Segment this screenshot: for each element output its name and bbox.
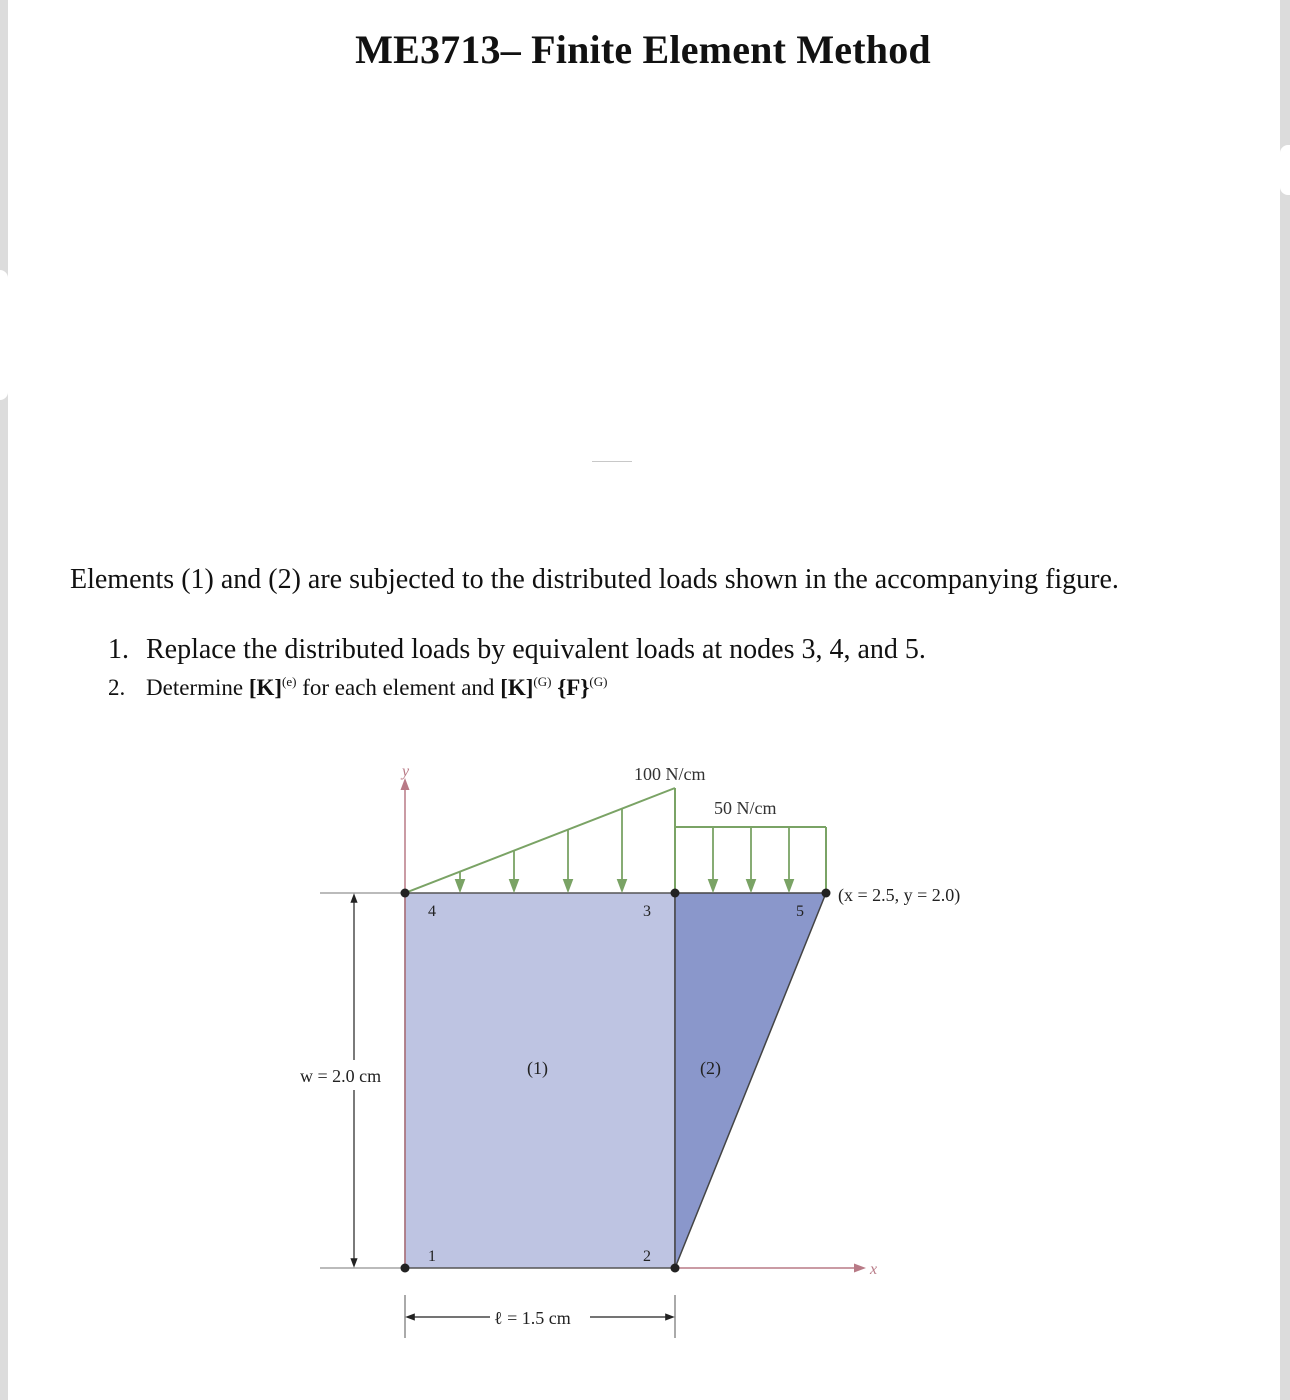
question-number: 2.	[108, 675, 126, 700]
node-5-coordinates: (x = 2.5, y = 2.0)	[838, 885, 961, 905]
question-text: Determine	[146, 675, 249, 700]
x-axis-label: x	[870, 1261, 878, 1278]
node-4-dot	[401, 889, 410, 898]
node-1-dot	[401, 1264, 410, 1273]
load-label-100: 100 N/cm	[634, 764, 706, 784]
superscript: (e)	[282, 674, 297, 689]
element-2-region	[675, 893, 826, 1268]
width-label: w = 2.0 cm	[300, 1066, 382, 1086]
load-triangle-top	[405, 788, 675, 893]
node-3-dot	[671, 889, 680, 898]
element-1-region	[405, 893, 675, 1268]
superscript: (G)	[533, 674, 552, 689]
node-5-dot	[822, 889, 831, 898]
y-axis-label: y	[402, 763, 410, 780]
node-label-4: 4	[428, 903, 436, 920]
node-label-3: 3	[643, 903, 651, 920]
global-stiffness-symbol: [K]	[500, 675, 534, 700]
node-label-5: 5	[796, 903, 804, 920]
element-label-1: (1)	[527, 1058, 548, 1078]
node-label-2: 2	[643, 1248, 651, 1265]
force-vector-symbol: {F}	[557, 675, 590, 700]
element-label-2: (2)	[700, 1058, 721, 1078]
node-2-dot	[671, 1264, 680, 1273]
superscript: (G)	[589, 674, 608, 689]
question-text: Replace the distributed loads by equivalent loads at nodes 3, 4, and 5.	[146, 634, 926, 665]
load-label-50: 50 N/cm	[714, 798, 777, 818]
question-number: 1.	[108, 634, 129, 665]
intro-text: Elements (1) and (2) are subjected to the distributed loads shown in the accompanying figure.	[70, 564, 1119, 595]
question-text: for each element and	[296, 675, 501, 700]
page-title: ME3713– Finite Element Method	[355, 27, 931, 72]
length-label: ℓ = 1.5 cm	[494, 1308, 571, 1328]
node-label-1: 1	[428, 1248, 436, 1265]
stiffness-matrix-symbol: [K]	[248, 675, 283, 700]
